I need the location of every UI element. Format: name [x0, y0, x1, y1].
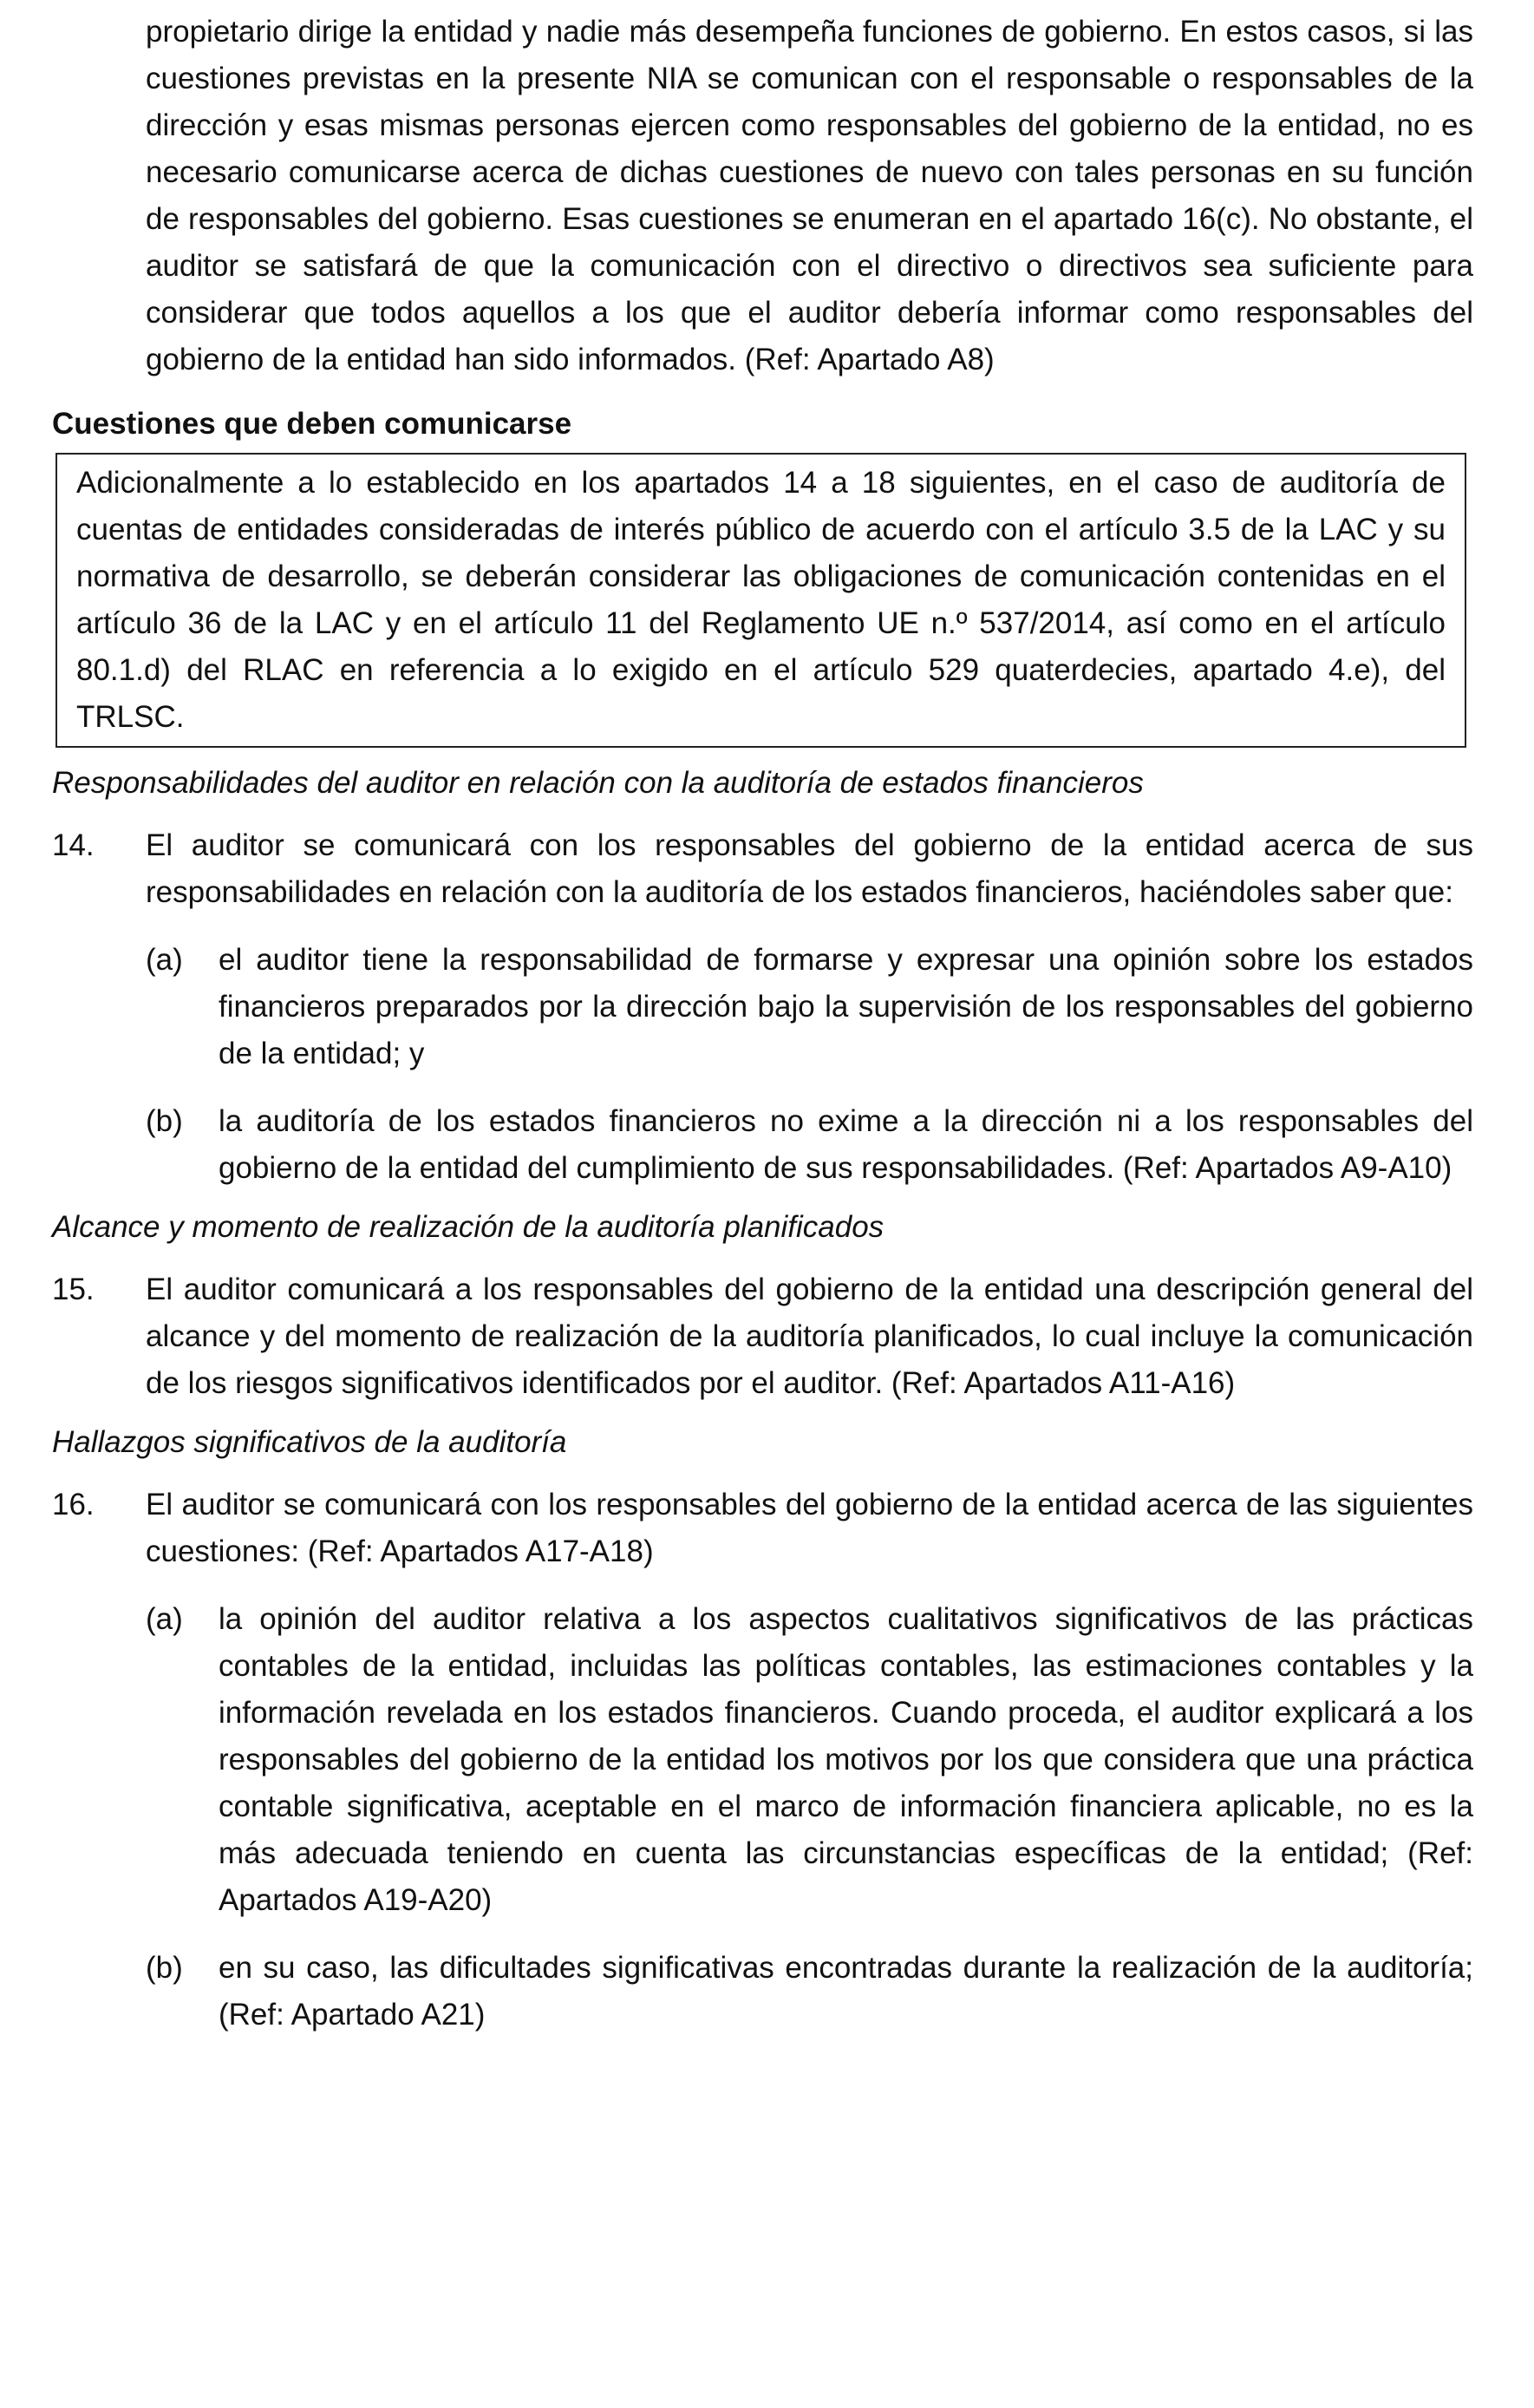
numbered-paragraph-14	[52, 822, 1473, 916]
paragraph-text: El auditor comunicará a los responsables del gobierno de la entidad una descripción general del alcance y del momento de realización de la auditoría planificados, lo cual incluye la comunicación de los riesgos significativos identificados por el auditor. (Ref: Apartados A11-A16)	[146, 1273, 1473, 1400]
paragraph-text: El auditor se comunicará con los responsables del gobierno de la entidad acerca de sus responsabilidades en relación con la auditoría de los estados financieros, haciéndoles saber que:	[146, 828, 1473, 909]
boxed-note-text: Adicionalmente a lo establecido en los apartados 14 a 18 siguientes, en el caso de auditoría de cuentas de entidades consideradas de interés público de acuerdo con el artículo 3.5 de la LAC y su normativa de desarrollo, se deberán considerar las obligaciones de comunicación contenidas en el artículo 36 de la LAC y en el artículo 11 del Reglamento UE n.º 537/2014, así como en el artículo 80.1.d) del RLAC en referencia a lo exigido en el artículo 529 quaterdecies, apartado 4.e), del TRLSC.	[76, 466, 1446, 734]
list-item-letter: (b)	[146, 1104, 183, 1138]
list-item	[146, 1945, 1473, 2038]
paragraph-number: 15.	[52, 1273, 95, 1306]
list-item-text: en su caso, las dificultades significativas encontradas durante la realización de la auditoría; (Ref: Apartado A21)	[219, 1951, 1473, 2032]
numbered-paragraph-16	[52, 1482, 1473, 1575]
list-item	[146, 1098, 1473, 1192]
list-item-text: el auditor tiene la responsabilidad de formarse y expresar una opinión sobre los estados financieros preparados por la dirección bajo la supervisión de los responsables del gobierno de la entidad; y	[219, 943, 1473, 1070]
list-item-letter: (b)	[146, 1951, 183, 1985]
list-item-letter: (a)	[146, 1602, 183, 1636]
paragraph-text: El auditor se comunicará con los responsables del gobierno de la entidad acerca de las siguientes cuestiones: (Ref: Apartados A17-A18)	[146, 1488, 1473, 1568]
intro-paragraph: propietario dirige la entidad y nadie más desempeña funciones de gobierno. En estos casos, si las cuestiones previstas en la presente NIA se comunican con el responsable o responsables de la dirección y esas mismas personas ejercen como responsables del gobierno de la entidad, no es necesario comunicarse acerca de dichas cuestiones de nuevo con tales personas en su función de responsables del gobierno. Esas cuestiones se enumeran en el apartado 16(c). No obstante, el auditor se satisfará de que la comunicación con el directivo o directivos sea suficiente para considerar que todos aquellos a los que el auditor debería informar como responsables del gobierno de la entidad han sido informados. (Ref: Apartado A8)	[146, 15, 1473, 376]
list-item-text: la opinión del auditor relativa a los aspectos cualitativos significativos de las prácticas contables de la entidad, incluidas las políticas contables, las estimaciones contables y la información revelada en los estados financieros. Cuando proceda, el auditor explicará a los responsables del gobierno de la entidad los motivos por los que considera que una práctica contable significativa, aceptable en el marco de información financiera aplicable, no es la más adecuada teniendo en cuenta las circunstancias específicas de la entidad; (Ref: Apartados A19-A20)	[219, 1602, 1473, 1917]
paragraph-number: 14.	[52, 828, 95, 862]
numbered-paragraph-15	[52, 1266, 1473, 1407]
list-item-text: la auditoría de los estados financieros no exime a la dirección ni a los responsables del gobierno de la entidad del cumplimiento de sus responsabilidades. (Ref: Apartados A9-A10)	[219, 1104, 1473, 1185]
list-item	[146, 937, 1473, 1077]
paragraph-number: 16.	[52, 1488, 95, 1521]
boxed-note	[55, 453, 1466, 748]
section-heading: Cuestiones que deben comunicarse	[52, 407, 572, 441]
list-item	[146, 1596, 1473, 1924]
subsection-heading-findings: Hallazgos significativos de la auditoría	[52, 1425, 567, 1459]
subsection-heading-responsibilities: Responsabilidades del auditor en relación con la auditoría de estados financieros	[52, 766, 1144, 800]
subsection-heading-scope: Alcance y momento de realización de la auditoría planificados	[52, 1210, 884, 1244]
list-item-letter: (a)	[146, 943, 183, 977]
